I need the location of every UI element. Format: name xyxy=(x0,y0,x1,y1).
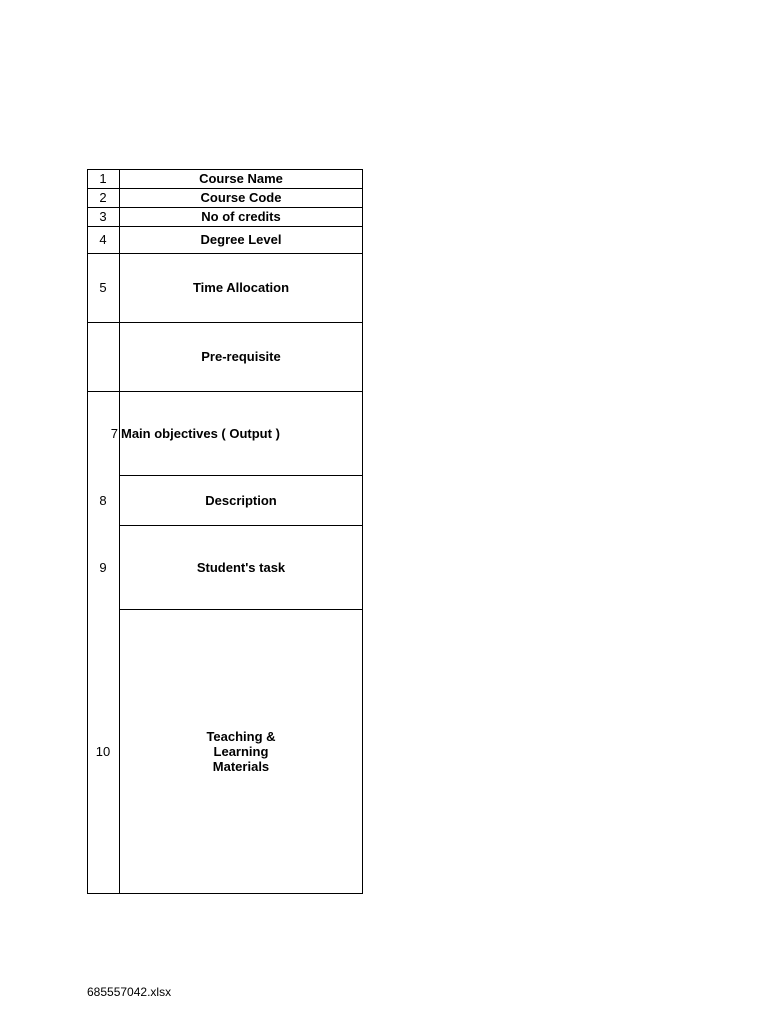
field-label-time-allocation: Time Allocation xyxy=(192,280,290,295)
table-border-bottom xyxy=(87,893,363,894)
field-label-students-task: Student's task xyxy=(196,559,286,575)
row-number: 8 xyxy=(99,492,107,508)
course-outline-table xyxy=(87,169,363,894)
row-number: 9 xyxy=(99,559,107,575)
row-number: 10 xyxy=(95,743,111,759)
row-number xyxy=(87,322,119,391)
field-label-course-code: Course Code xyxy=(200,190,282,205)
row-number: 4 xyxy=(99,232,107,247)
row-number: 7 xyxy=(110,425,118,441)
field-label-course-name: Course Name xyxy=(199,171,283,186)
footer-filename: 685557042.xlsx xyxy=(87,985,172,999)
row-number: 2 xyxy=(99,190,107,205)
field-label-teaching-materials: Teaching & Learning Materials xyxy=(206,728,276,774)
field-label-degree-level: Degree Level xyxy=(200,232,282,247)
row-number: 1 xyxy=(99,171,107,186)
field-label-prerequisite: Pre-requisite xyxy=(201,349,281,364)
row-number: 5 xyxy=(99,280,107,295)
row-number: 3 xyxy=(99,209,107,224)
field-label-description: Description xyxy=(205,492,277,508)
field-label-credits: No of credits xyxy=(201,209,281,224)
field-label-main-objectives: Main objectives ( Output ) xyxy=(121,425,280,441)
